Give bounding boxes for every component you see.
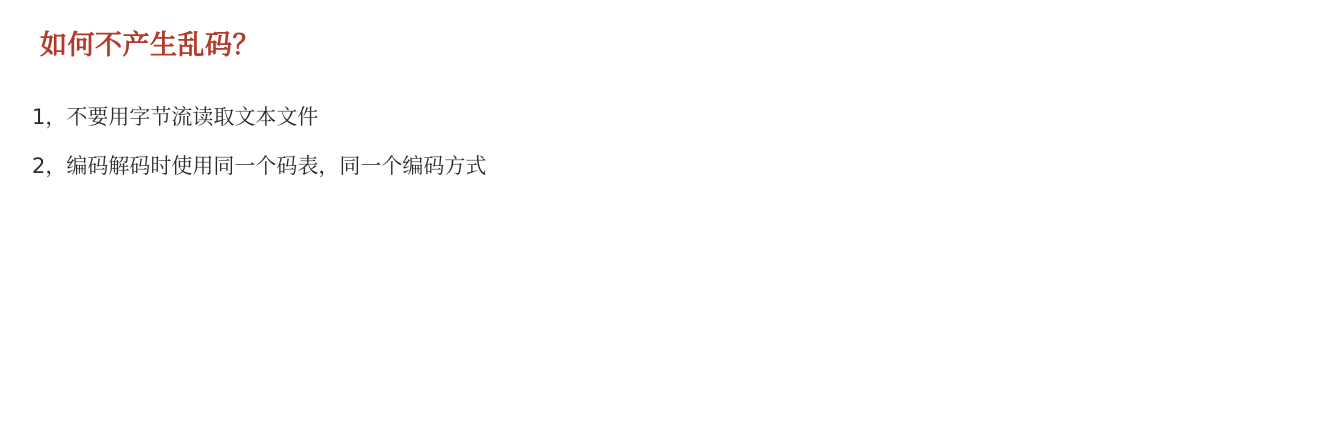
list-item: 1，不要用字节流读取文本文件 bbox=[32, 105, 319, 129]
page-title: 如何不产生乱码？ bbox=[40, 30, 260, 61]
list-item: 2，编码解码时使用同一个码表，同一个编码方式 bbox=[32, 154, 487, 178]
bullet-list bbox=[32, 101, 486, 199]
